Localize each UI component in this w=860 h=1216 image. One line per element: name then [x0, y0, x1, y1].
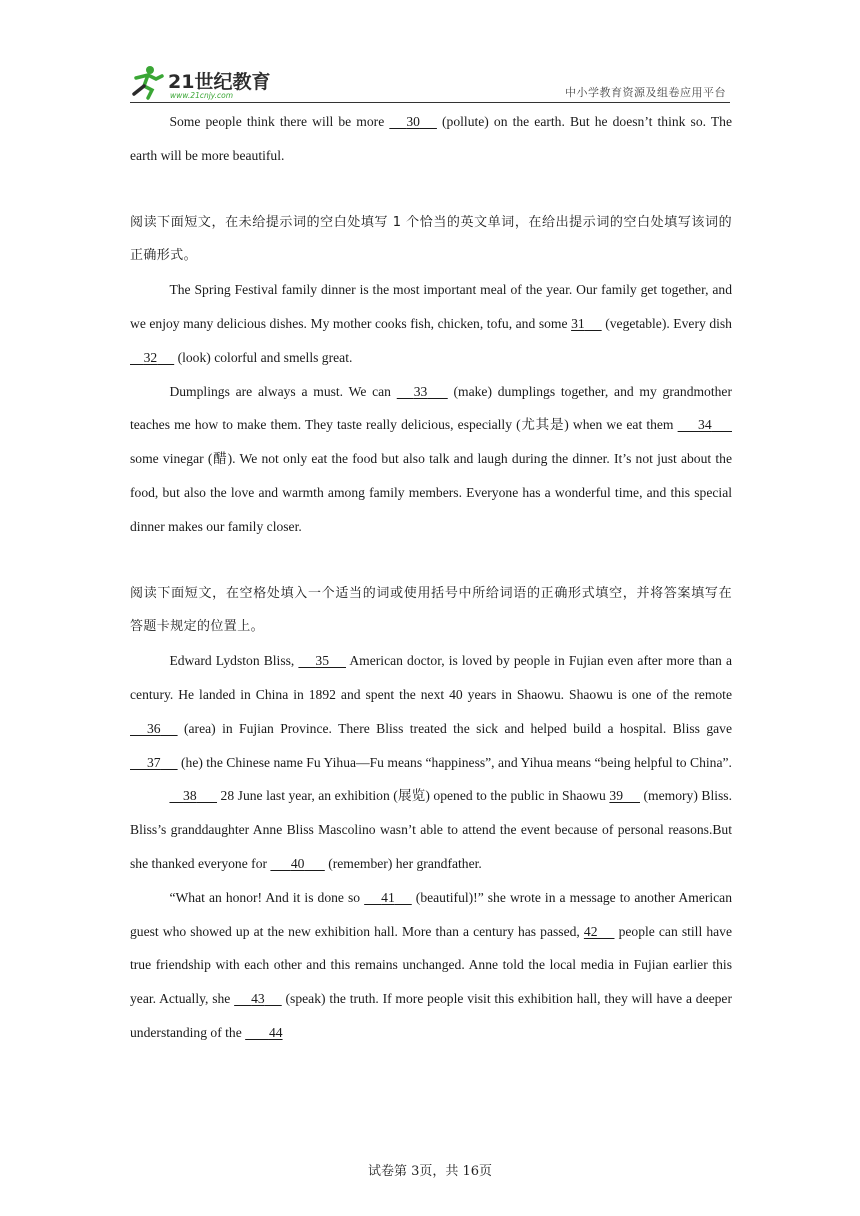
logo-text: 21世纪教育 — [168, 71, 270, 93]
instructions-section-2: 阅读下面短文，在空格处填入一个适当的词或使用括号中所给词语的正确形式填空，并将答案填写在答题卡规定的位置上。 — [130, 585, 732, 635]
text-segment: The Spring Festival family dinner is the most important meal of the year. Our family get together, and we enjoy many delicious dishes. My mother cooks fish, chicken, tofu, and some — [130, 282, 732, 331]
text-segment: some vinegar (醋). We not only eat the food but also talk and laugh during the dinner. It’s not just about the food, but also the love and warmth among family members. Everyone has a wonderful time, and this special dinner makes our family closer. — [130, 451, 732, 534]
answer-blank-41[interactable]: 41 — [381, 889, 395, 905]
answer-blank-43[interactable]: 43 — [251, 991, 265, 1007]
text-segment: “What an honor! And it is done so — [169, 889, 365, 905]
page-footer: 试卷第 3页，共 16页 — [367, 1164, 493, 1179]
platform-name: 中小学教育资源及组卷应用平台 — [565, 86, 726, 99]
answer-blank-44[interactable]: 44 — [268, 1024, 283, 1040]
text-segment: American doctor, is loved by people in Fujian even after more than a century. He landed in China in 1892 and spent the next 40 years in Shaowu. Shaowu is one of the remote — [130, 653, 732, 702]
paragraph-exhibition — [130, 779, 732, 880]
text-segment: (beautiful)!” she wrote in a message to another American guest who showed up at the new exhibition hall. More than a century has passed, — [130, 889, 733, 939]
answer-blank-38[interactable]: 38 — [183, 788, 197, 804]
answer-blank-33[interactable]: 33 — [413, 383, 428, 399]
answer-blank-36[interactable]: 36 — [147, 720, 161, 736]
paragraph-bliss — [130, 644, 732, 779]
paragraph-spring-festival — [130, 273, 732, 374]
answer-blank-42[interactable]: 42 — [583, 923, 598, 939]
paragraph-honor — [130, 881, 732, 1050]
text-segment: (he) the Chinese name Fu Yihua—Fu means “happiness”, and Yihua means “being helpful to China”. — [177, 754, 732, 770]
text-segment: (memory) Bliss. Bliss’s granddaughter Anne Bliss Mascolino wasn’t able to attend the event because of personal reasons.But she thanked everyone for — [130, 788, 732, 871]
text-segment: (speak) the truth. If more people visit this exhibition hall, they will have a deeper understanding of the — [130, 991, 732, 1040]
text-segment: (vegetable). Every dish — [601, 315, 732, 331]
text-segment: (area) in Fujian Province. There Bliss treated the sick and helped build a hospital. Bliss gave — [177, 720, 732, 736]
text-segment: (look) colorful and smells great. — [174, 349, 353, 365]
answer-blank-34[interactable]: 34 — [698, 417, 712, 433]
logo-url: www.21cnjy.com — [170, 91, 234, 100]
site-logo — [130, 64, 270, 100]
answer-blank-40[interactable]: 40 — [290, 855, 305, 871]
page-header — [130, 62, 730, 103]
answer-blank-35[interactable]: 35 — [315, 653, 329, 669]
answer-blank-39[interactable]: 39 — [609, 788, 623, 804]
text-segment: (make) dumplings together, and my grandmother teaches me how to make them. They taste really delicious, especially (尤其是) when we eat them — [130, 383, 732, 433]
text-segment: (remember) her grandfather. — [324, 855, 482, 871]
text-segment: Some people think there will be more — [169, 114, 390, 129]
text-segment: people can still have true friendship with each other and this remains unchanged. Anne told the local media in Fujian earlier this year. Actually, she — [130, 923, 732, 1007]
text-segment: Edward Lydston Bliss, — [169, 653, 299, 669]
paragraph-dumplings — [130, 375, 732, 544]
text-segment: (pollute) on the earth. But he doesn’t think so. The earth will be more beautiful. — [130, 114, 733, 163]
paragraph-pollute — [130, 105, 732, 173]
answer-blank-32[interactable]: 32 — [143, 349, 158, 365]
text-segment: Dumplings are always a must. We can — [169, 383, 397, 399]
runner-icon — [134, 66, 162, 98]
document-body — [130, 105, 732, 1050]
answer-blank-30[interactable]: 30 — [406, 114, 420, 129]
instructions-section-1: 阅读下面短文，在未给提示词的空白处填写 1 个恰当的英文单词，在给出提示词的空白处填写该词的正确形式。 — [130, 214, 732, 264]
answer-blank-37[interactable]: 37 — [147, 754, 161, 770]
text-segment: 28 June last year, an exhibition (展览) opened to the public in Shaowu — [217, 788, 610, 804]
answer-blank-31[interactable]: 31 — [571, 315, 585, 331]
